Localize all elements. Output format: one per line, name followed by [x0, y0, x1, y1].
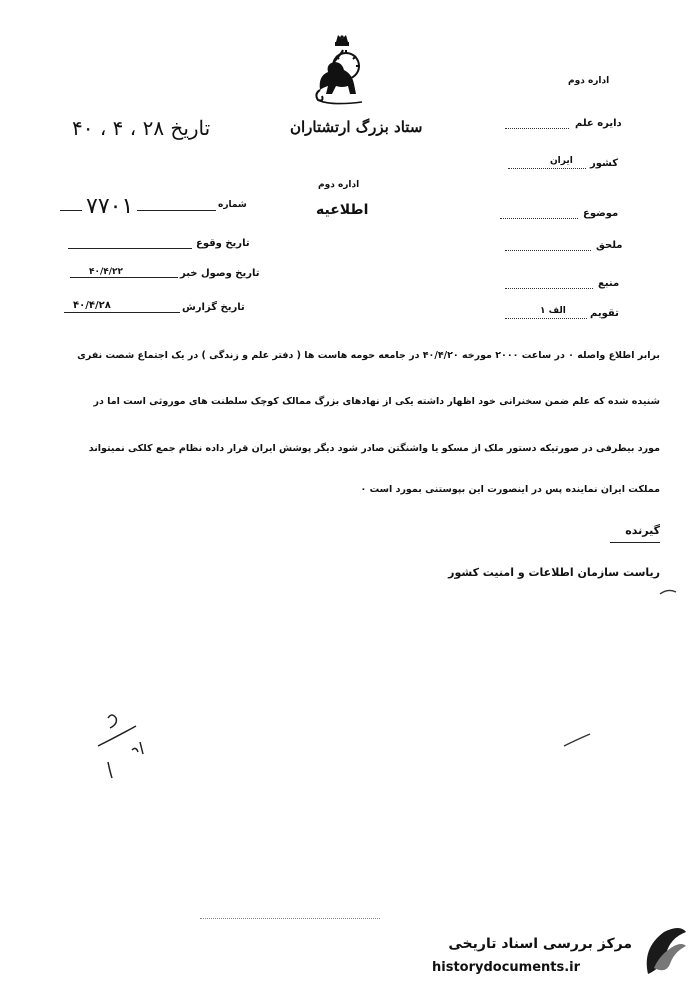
report-date-value: ۴۰/۴/۲۸ — [70, 300, 114, 311]
document-number: ۷۷۰۱ — [82, 194, 137, 219]
assessment-field-line — [505, 318, 587, 319]
occurrence-date-label: تاریخ وقوع — [196, 238, 250, 249]
office-label: اداره دوم — [568, 76, 610, 86]
receipt-date-value: ۴۰/۴/۲۲ — [86, 267, 126, 277]
source-field-line — [505, 288, 593, 289]
attachment-label: ملحق — [596, 240, 623, 251]
receipt-date-label: تاریخ وصول خبر — [180, 268, 260, 279]
handwritten-date: تاریخ ۲۸ ، ۴ ، ۴۰ — [72, 116, 211, 140]
recipient-underline — [610, 542, 660, 543]
recipient-label: گیرنده — [625, 524, 660, 537]
subject-label: موضوع — [583, 208, 619, 219]
report-date-line — [64, 312, 180, 313]
country-value: ایران — [550, 156, 573, 166]
country-label: کشور — [590, 158, 619, 169]
watermark-persian: مرکز بررسی اسناد تاریخی — [448, 936, 632, 952]
report-date-label: تاریخ گزارش — [182, 302, 245, 313]
lion-and-sun-emblem-icon — [312, 32, 372, 106]
stray-mark — [562, 730, 594, 750]
body-line-3: مورد بیطرفی در صورتیکه دستور ملک از مسکو یا واشنگتن صادر شود دیگر پوشش ایران قرار داده نظام جمع کلکی نمیتواند — [88, 443, 660, 454]
recipient-value: ریاست سازمان اطلاعات و امنیت کشور — [448, 566, 660, 579]
margin-mark — [658, 586, 680, 600]
occurrence-date-line — [68, 248, 192, 249]
handwritten-marks — [88, 706, 168, 786]
archive-logo-icon — [640, 924, 690, 980]
department-field-line — [505, 128, 569, 129]
body-line-2: شنیده شده که علم ضمن سخنرانی خود اظهار داشته یکی از نهادهای بزرگ ممالک کوچک سلطنت های موروثی است اما در — [93, 396, 660, 407]
number-label: شماره — [218, 200, 247, 210]
watermark-url: historydocuments.ir — [432, 960, 581, 975]
country-field-line — [508, 168, 586, 169]
document-type: اطلاعیه — [316, 202, 369, 218]
receipt-date-line — [70, 277, 178, 278]
department-label: دایره علم — [575, 118, 622, 129]
assessment-value: الف ۱ — [540, 306, 566, 316]
attachment-field-line — [505, 250, 591, 251]
assessment-label: تقویم — [590, 308, 619, 319]
body-line-4: مملکت ایران نماینده پس در اینصورت این بپوستنی بمورد است ۰ — [360, 484, 660, 495]
scan-noise — [200, 918, 380, 923]
source-label: منبع — [598, 278, 620, 289]
org-name: ستاد بزرگ ارتشتاران — [290, 118, 423, 136]
sub-office: اداره دوم — [318, 180, 360, 190]
body-line-1: برابر اطلاع واصله ۰ در ساعت ۲۰۰۰ مورخه ۴۰/۴/۲۰ در جامعه حومه هاست ها ( دفتر علم و زندگی ) در یک اجتماع شصت نفری — [77, 350, 660, 361]
subject-field-line — [500, 218, 578, 219]
